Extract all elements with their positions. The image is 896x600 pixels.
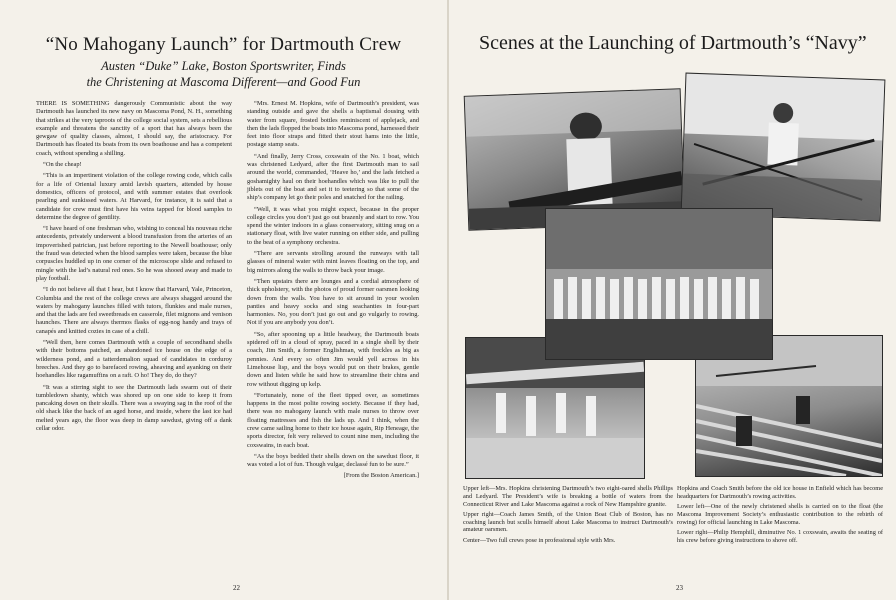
paragraph: “It was a stirring sight to see the Dartmouth lads swarm out of their tumbledown shanty, which was shored up on one side to keep it from pancaking down on their skulls. There was a swaying sag in the roof of the old shack like the back of an aged horse, and inside, where the last ice had melted years ago, the floor was deep in damp sawdust, giving off a dank cellar odor. [36,383,232,432]
paragraph: “There are servants strolling around the runways with tall glasses of mineral water with mint leaves floating on the top, and big mirrors along the walls to throw back your image. [247,250,419,274]
paragraph: “Well, it was what you might expect, because in the proper college circles you don’t just go out brazenly and start to row. You spend the winter indoors in a glass conservatory, sitting snug on a stationary float, with live water running on either side, and pulling to the beat of a symphony orchestra. [247,205,419,246]
photo-coach-sculling [681,73,886,222]
text-column-1 [36,100,232,436]
article-subtitle [40,58,407,90]
photo-page-title: Scenes at the Launching of Dartmouth’s “Navy” [479,32,867,54]
left-page [0,0,447,600]
paragraph: THERE IS SOMETHING dangerously Communistic about the way Dartmouth has launched its new navy on Mascoma Pond, N. H., something that strikes at the very taproots of the college social system, sets a rebellious example and threatens the sanctity of a sport that has always been the gewgaw of quality classes, almost, I should say, the aristocracy. For Dartmouth has floated its boats from its own boathouse and has a competent coach, without spending a shilling. [36,100,232,157]
subtitle-line: Austen “Duke” Lake, Boston Sportswriter, Finds [101,59,346,73]
captions-left [463,485,673,547]
subtitle-line: the Christening at Mascoma Different—and Good Fun [86,75,361,89]
paragraph: “Then upstairs there are lounges and a cordial atmosphere of thick upholstery, with the photos of proud former oarsmen looking down from the walls. You have to sit around in your woolen panties and heavy socks and sing seachanties in four-part harmonies. No, you don’t just go out and go vulgarly to rowing. Not if you are anybody you don’t. [247,277,419,327]
caption: Center—Two full crews pose in professional style with Mrs. [463,536,616,544]
text-column-2 [247,100,419,484]
caption: Upper left—Mrs. Hopkins christening Dartmouth’s two eight-oared shells Phillips and Ledyard. The President’s wife is breaking a bottle of waters from the Connecticut River and Lake Mascoma against a rock of New Hampshire granite. [463,485,673,508]
caption: Lower right—Philip Hemphill, diminutive No. 1 coxswain, awaits the seating of his crew before giving instructions to shove off. [677,528,883,544]
captions-right [677,485,883,547]
paragraph: “Well then, here comes Dartmouth with a couple of secondhand shells with their bottoms patched, an abandoned ice house on the edge of a wilderness pond, and a tatterdemalion squad of candidates in corduroy breeches. And they go to barefaced rowing, aheaving and ayanking on their hoehandles like ragamuffins on a raft. O ho! They do, do they? [36,339,232,380]
source-credit: [From the Boston American.] [343,472,419,480]
paragraph: “Mrs. Ernest M. Hopkins, wife of Dartmouth’s president, was standing outside and gave the shells a baptismal dousing with water from square, frosted bottles reminiscent of applejack, and then the lads flopped the boats into Mascoma pond, harnessed their feet into floor straps and fitted their stout hams into the little, postage stamp seats. [247,100,419,149]
page-number: 22 [233,584,240,592]
photo-crews-posing [545,208,773,360]
page-number: 23 [676,584,683,592]
paragraph: “As the boys bedded their shells down on the sawdust floor, it was voted a lot of fun. Though vulgar, declassé fun to be sure.” [247,452,419,469]
paragraph: “This is an impertinent violation of the college rowing code, which calls for a life of Oriental luxury amid lavish quarters, attended by house domestics, officers of protocol, and with summer estates that overlook pearling and sunkissed waters. At Harvard, for instance, it is said that a candidate for crew must first have his veins tapped for blood samples to determine the degree of gentility. [36,172,232,221]
paragraph: “I have heard of one freshman who, wishing to conceal his nouveau riche antecedents, privately underwent a blood transfusion from the arteries of an impoverished patrician, just before reporting to the Newell boathouse; only the fraud was detected when the blood samples were taken, because the blue corpuscles huddled up in one corner of the microscope slide and refused to mingle with the lad’s natural red ones. So he was shooed away and made to play football. [36,225,232,282]
paragraph: “On the cheap! [43,161,82,169]
article-title: “No Mahogany Launch” for Dartmouth Crew [45,34,402,55]
paragraph: “Fortunately, none of the fleet tipped over, as sometimes happens in the most polite rowing society. Because if they had, there was no mahogany launch with male nurses to throw over floating mattresses and fish the lads up. And I think, when the crew came sailing home to their ice house again, Rip Heneage, the sports director, felt very relieved to count nine men, including the coxswains, in each boat. [247,391,419,449]
caption: Lower left—One of the newly christened shells is carried on to the float (the Mascoma Improvement Society’s enthusiastic contribution to the rebirth of rowing) for official launching in Lake Mascoma. [677,503,883,526]
caption: Upper right—Coach James Smith, of the Union Boat Club of Boston, has no coaching launch but sculls himself about Lake Mascoma to instruct Dartmouth’s amateur oarsmen. [463,510,673,534]
paragraph: “I do not believe all that I hear, but I know that Harvard, Yale, Princeton, Columbia and the rest of the college crews are always shagged around the waters by mahogany launches filled with tutors, flunkies and male nurses, and that the lads are fed sweetbreads en casserole, filet mignons and venison haunches. There are always thermos flasks of egg-nog handy and trays of canapés and knitted cozies in case of a chill. [36,286,232,335]
caption: Hopkins and Coach Smith before the old ice house in Enfield which has become headquarters for Dartmouth’s rowing activities. [677,485,883,500]
right-page [449,0,896,600]
paragraph: “And finally, Jerry Cross, coxswain of the No. 1 boat, which was christened Ledyard, after the first Dartmouth man to sail around the world, commanded, ‘Heave ho,’ and the lads fetched a goshamighty haul on their hoehandles which was like to pull the jiblets out of the boat and set it to teetering so that some of the ship’s company let go their poles and snatched for the railing. [247,152,419,202]
paragraph: “So, after spooning up a little headway, the Dartmouth boats spidered off in a cloud of spray, paced in a single shell by their coach, Jim Smith, a former Englishman, with freckles as big as pennies. And every so often Jim would yell across in his Limehouse lisp, and the boys would put on their brakes, gentle down and listen while he said how to streamline their chins and row without digging up kelp. [247,330,419,388]
